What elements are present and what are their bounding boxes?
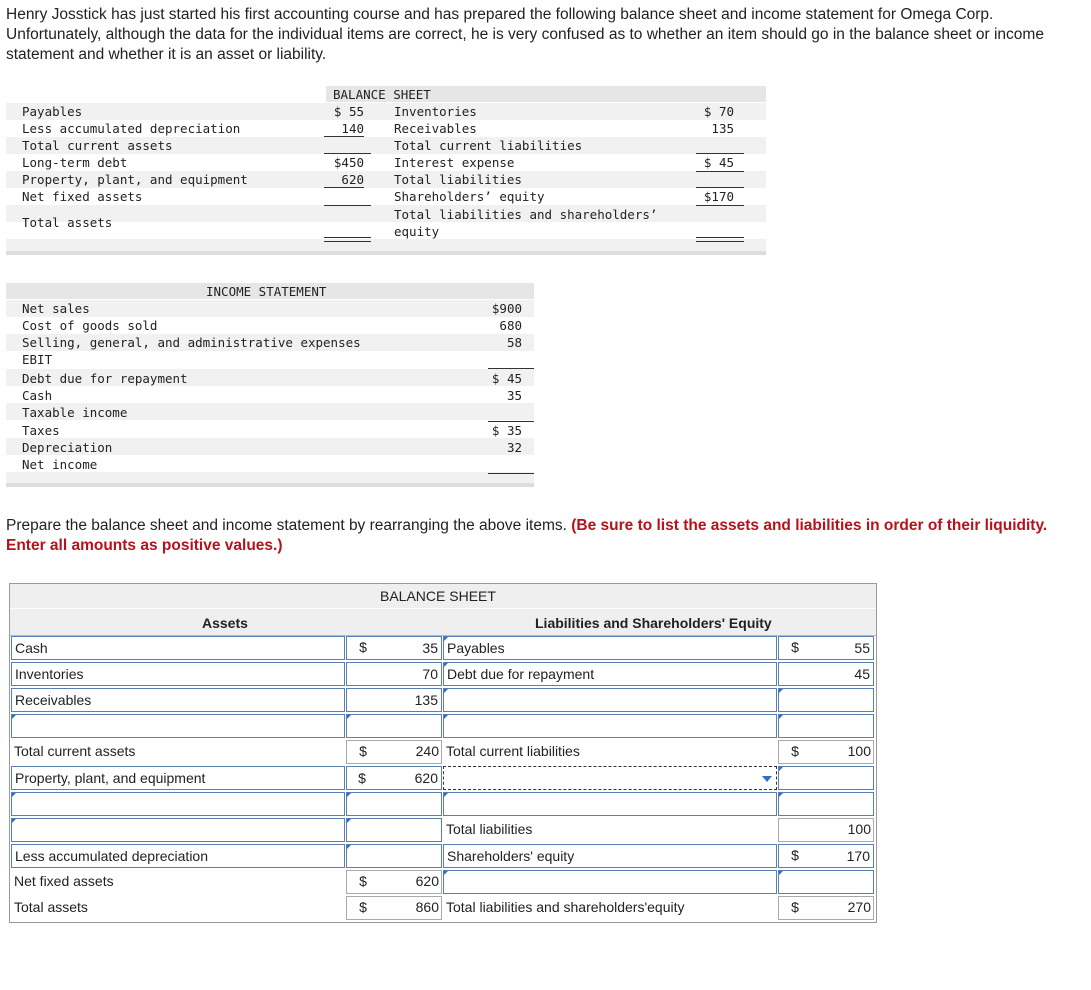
asset-label-input[interactable]: Property, plant, and equipment bbox=[11, 766, 345, 790]
assets-header: Assets bbox=[202, 615, 248, 631]
given-bs-right-value: $ 70 bbox=[703, 104, 734, 119]
liability-dollar: $ bbox=[791, 899, 799, 915]
given-bs-right-label: Shareholders’ equity bbox=[394, 189, 545, 204]
liability-value-input[interactable] bbox=[778, 714, 874, 738]
total-current-liabilities-value: 100 bbox=[847, 743, 871, 759]
liability-label-input[interactable] bbox=[443, 714, 777, 738]
total-current-assets-label: Total current assets bbox=[14, 743, 136, 759]
given-bs-left-value: 620 bbox=[324, 172, 364, 188]
given-income-statement bbox=[6, 283, 534, 489]
given-bs-left-label: Long-term debt bbox=[22, 155, 128, 170]
liability-value-input[interactable] bbox=[778, 870, 874, 894]
liability-label-input[interactable] bbox=[443, 688, 777, 712]
asset-label-input[interactable]: Inventories bbox=[11, 662, 345, 686]
liability-value-input[interactable]: 55 bbox=[812, 636, 874, 660]
asset-dollar: $ bbox=[359, 899, 367, 915]
liabilities-header: Liabilities and Shareholders' Equity bbox=[535, 615, 772, 631]
liability-value-input[interactable] bbox=[778, 766, 874, 790]
given-bs-right-label: Total liabilities and shareholders’ bbox=[394, 207, 658, 222]
liability-label-input[interactable]: Shareholders' equity bbox=[443, 844, 777, 868]
given-bs-left-label: Total assets bbox=[22, 215, 113, 230]
asset-label-input[interactable]: Cash bbox=[11, 636, 345, 660]
liability-label-input[interactable] bbox=[443, 870, 777, 894]
asset-value: 620 bbox=[414, 770, 438, 786]
answer-balance-sheet bbox=[9, 583, 877, 923]
total-liab-equity-value: 270 bbox=[847, 899, 871, 915]
given-bs-left-value: 140 bbox=[324, 121, 364, 137]
net-fixed-assets-label: Net fixed assets bbox=[14, 873, 114, 889]
asset-value-input[interactable] bbox=[346, 714, 442, 738]
given-is-value: $900 bbox=[491, 301, 522, 316]
given-bs-right-label: Total current liabilities bbox=[394, 138, 583, 153]
liability-dollar: $ bbox=[791, 639, 799, 655]
liability-label-input[interactable] bbox=[443, 792, 777, 816]
liability-label-input[interactable] bbox=[443, 636, 777, 660]
asset-label-input[interactable] bbox=[11, 818, 345, 842]
asset-label-input[interactable]: Less accumulated depreciation bbox=[11, 844, 345, 868]
given-bs-right-value: $170 bbox=[703, 189, 734, 204]
given-is-label: Cash bbox=[22, 388, 53, 403]
given-is-value: 35 bbox=[506, 388, 522, 403]
liability-label: Debt due for repayment bbox=[447, 666, 595, 682]
total-current-assets-value: 240 bbox=[415, 743, 439, 759]
liability-label-input[interactable] bbox=[443, 662, 777, 686]
given-is-value: $ 45 bbox=[491, 371, 522, 386]
given-is-label: Taxes bbox=[22, 423, 60, 438]
liability-label-dropdown[interactable] bbox=[443, 766, 777, 790]
chevron-down-icon[interactable] bbox=[762, 776, 772, 782]
liability-value-input[interactable]: 45 bbox=[812, 662, 874, 686]
total-liabilities-label: Total liabilities bbox=[446, 821, 533, 837]
asset-dollar: $ bbox=[359, 743, 367, 759]
instructions bbox=[6, 516, 1081, 556]
given-bs-right-value: $ 45 bbox=[703, 155, 734, 170]
liability-dollar: $ bbox=[791, 743, 799, 759]
given-bs-left-label: Payables bbox=[22, 104, 83, 119]
asset-value-input[interactable] bbox=[346, 818, 442, 842]
given-bs-left-label: Less accumulated depreciation bbox=[22, 121, 241, 136]
liability-value-input[interactable] bbox=[778, 688, 874, 712]
given-is-label: Cost of goods sold bbox=[22, 318, 158, 333]
given-is-value: 32 bbox=[506, 440, 522, 455]
given-is-label: Net income bbox=[22, 457, 98, 472]
instructions-text: Prepare the balance sheet and income statement by rearranging the above items. bbox=[6, 517, 572, 534]
given-bs-right-label: Interest expense bbox=[394, 155, 515, 170]
asset-dollar: $ bbox=[359, 873, 367, 889]
asset-dollar: $ bbox=[359, 639, 367, 655]
given-balance-sheet bbox=[6, 86, 766, 256]
liability-dollar: $ bbox=[791, 847, 799, 863]
given-bs-right-label: Receivables bbox=[394, 121, 477, 136]
given-bs-left-value: $ 55 bbox=[333, 104, 364, 119]
given-is-value: 58 bbox=[506, 335, 522, 350]
asset-label-input[interactable] bbox=[11, 714, 345, 738]
asset-dollar: $ bbox=[358, 770, 366, 786]
asset-label-input[interactable] bbox=[11, 792, 345, 816]
given-bs-left-label: Total current assets bbox=[22, 138, 173, 153]
problem-intro: Henry Josstick has just started his first accounting course and has prepared the following balance sheet and income statement for Omega Corp. Unfortunately, although the data for the individual items are correct, he is very confused as to whether an item should go in the balance sheet or income statement and whether it is an asset or liability. bbox=[6, 6, 1044, 63]
given-is-title: INCOME STATEMENT bbox=[206, 284, 327, 299]
asset-value-input[interactable]: 135 bbox=[380, 688, 442, 712]
given-is-value: 680 bbox=[499, 318, 522, 333]
given-bs-right-label: Total liabilities bbox=[394, 172, 522, 187]
asset-value-input[interactable] bbox=[346, 792, 442, 816]
given-is-value: $ 35 bbox=[491, 423, 522, 438]
given-bs-right-label: Inventories bbox=[394, 104, 477, 119]
given-is-label: Selling, general, and administrative expenses bbox=[22, 335, 361, 350]
given-is-label: EBIT bbox=[22, 352, 53, 367]
given-is-label: Debt due for repayment bbox=[22, 371, 188, 386]
total-current-liabilities-label: Total current liabilities bbox=[446, 743, 580, 759]
total-assets-label: Total assets bbox=[14, 899, 88, 915]
given-bs-left-label: Property, plant, and equipment bbox=[22, 172, 248, 187]
total-assets-value: 860 bbox=[415, 899, 439, 915]
given-bs-left-value: $450 bbox=[333, 155, 364, 170]
net-fixed-assets-value: 620 bbox=[415, 873, 439, 889]
given-bs-right-value: 135 bbox=[711, 121, 734, 136]
total-liab-equity-label: Total liabilities and shareholders'equity bbox=[446, 899, 685, 915]
liability-value-input[interactable]: 170 bbox=[812, 844, 874, 868]
answer-title: BALANCE SHEET bbox=[380, 588, 496, 604]
total-liabilities-value: 100 bbox=[847, 821, 871, 837]
given-bs-right-label: equity bbox=[394, 224, 440, 239]
asset-value-input[interactable]: 70 bbox=[380, 662, 442, 686]
liability-label: Payables bbox=[447, 640, 505, 656]
asset-value-input[interactable] bbox=[346, 766, 442, 790]
asset-label-input[interactable]: Receivables bbox=[11, 688, 345, 712]
instructions-emphasis: (Be sure to list the assets and liabilities in order of their liquidity. Enter all amounts as positive values.) bbox=[6, 517, 1048, 554]
asset-value-input[interactable]: 35 bbox=[380, 636, 442, 660]
liability-value-input[interactable] bbox=[778, 792, 874, 816]
given-bs-left-label: Net fixed assets bbox=[22, 189, 143, 204]
given-is-label: Net sales bbox=[22, 301, 90, 316]
given-bs-title: BALANCE SHEET bbox=[333, 87, 431, 102]
asset-value-input[interactable] bbox=[346, 844, 442, 868]
given-is-label: Taxable income bbox=[22, 405, 128, 420]
given-is-label: Depreciation bbox=[22, 440, 113, 455]
